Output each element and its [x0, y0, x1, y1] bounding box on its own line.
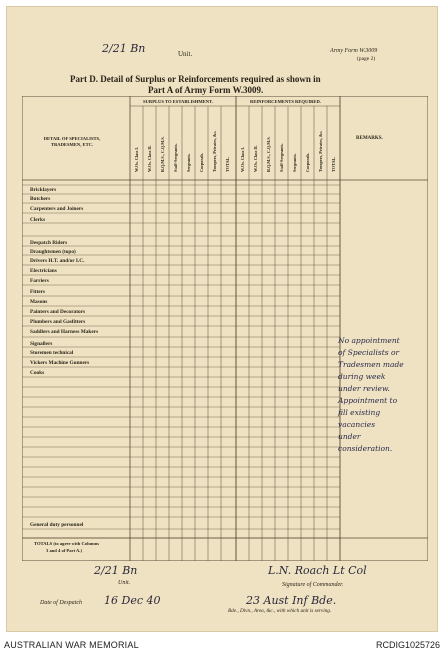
table-row-label: Cooks [30, 370, 45, 376]
remarks-handwritten-line: under [338, 432, 361, 441]
commander-signature: L.N. Roach Lt Col [268, 564, 367, 577]
unit-label: Unit. [178, 50, 193, 58]
form-title-line1: Part D. Detail of Surplus or Reinforcements required as shown in [70, 74, 321, 84]
table-row-label: Farriers [30, 278, 49, 284]
remarks-handwritten-line: during week [338, 372, 386, 381]
table-row-label: Bricklayers [30, 187, 57, 193]
archive-credit: AUSTRALIAN WAR MEMORIAL [4, 640, 139, 650]
archive-id: RCDIG1025726 [375, 640, 440, 650]
remarks-handwritten-line: fill existing [338, 408, 381, 417]
remarks-handwritten-line: No appointment [338, 336, 400, 345]
surplus-column-header: Corporals. [199, 152, 204, 172]
table-row-label: Butchers [30, 196, 51, 202]
table-row-label: General duty personnel [30, 522, 84, 528]
reinforcement-column-header: TOTAL. [331, 156, 336, 172]
table-row-label: Carpenters and Joiners [30, 206, 84, 212]
surplus-column-header: W.Os. Class I. [134, 146, 139, 172]
table-row-label: Draughtsmen (topo) [30, 249, 76, 255]
reinforcement-column-header: Staff-Sergeants. [279, 143, 284, 172]
totals-label-line2: 3 and 4 of Part A.) [46, 548, 82, 553]
remarks-handwritten-line: under review. [338, 384, 390, 393]
remarks-handwritten-line: vacancies [338, 420, 376, 429]
table-row-label: Signallers [30, 341, 53, 347]
form-title-line2: Part A of Army Form W.3009. [148, 85, 264, 95]
table-row-label: Fitters [30, 289, 45, 295]
table-row-label: Painters and Decorators [30, 309, 86, 315]
remarks-header: REMARKS. [356, 136, 383, 141]
reinforcement-column-header: W.Os. Class II. [253, 145, 258, 172]
table-row-label: Clerks [30, 217, 46, 223]
brigade-handwritten: 23 Aust Inf Bde. [246, 594, 337, 607]
table-row-label: Electricians [30, 268, 57, 274]
remarks-handwritten-line: Tradesmen made [338, 360, 404, 369]
despatch-label: Date of Despatch [40, 600, 82, 606]
despatch-date: 16 Dec 40 [104, 594, 161, 607]
brigade-label: Bde., Divn., Area, &c., with which unit is serving. [228, 608, 332, 614]
table-row-label: Masons [30, 299, 48, 305]
table-row-label: Saddlers and Harness Makers [30, 329, 99, 335]
reinforcement-column-header: Corporals. [305, 152, 310, 172]
reinforcement-column-header: Sergeants. [292, 153, 297, 172]
form-reference: Army Form W.3009 [330, 48, 378, 54]
page-reference: (page 2) [357, 56, 376, 62]
table-row-label: Plumbers and Gasfitters [30, 319, 86, 325]
surplus-column-header: Staff-Sergeants. [173, 143, 178, 172]
signature-label: Signature of Commander. [282, 582, 344, 588]
detail-column-header: DETAIL OF SPECIALISTS, TRADESMEN, ETC. [43, 136, 101, 147]
remarks-handwritten-line: Appointment to [338, 396, 398, 405]
surplus-column-header: Sergeants. [186, 153, 191, 172]
reinforcements-header: REINFORCEMENTS REQUIRED. [250, 99, 321, 104]
table-row-label: Despatch Riders [30, 240, 68, 246]
remarks-handwritten-line: consideration. [338, 444, 393, 453]
table-row-label: Drivers H.T. and/or I.C. [30, 258, 85, 264]
table-row-label: Storemen technical [30, 350, 74, 356]
surplus-header: SURPLUS TO ESTABLISHMENT. [143, 99, 213, 104]
totals-label-line1: TOTALS (to agree with Columns [34, 541, 100, 546]
surplus-column-header: W.Os. Class II. [147, 145, 152, 172]
footer-unit-handwritten: 2/21 Bn [94, 564, 138, 577]
footer-unit-label: Unit. [118, 580, 131, 586]
remarks-handwritten-line: of Specialists or [338, 348, 400, 357]
reinforcement-column-header: Troopers, Privates, &c. [318, 130, 323, 172]
surplus-column-header: Troopers, Privates, &c. [212, 130, 217, 172]
reinforcement-column-header: R.Q.M.S., C.Q.M.S. [266, 136, 271, 172]
reinforcement-column-header: W.Os. Class I. [240, 146, 245, 172]
archive-credit-bar [0, 634, 444, 654]
table-row-label: Vickers Machine Gunners [30, 360, 90, 366]
unit-handwritten: 2/21 Bn [102, 42, 146, 55]
surplus-column-header: R.Q.M.S., C.Q.M.S. [160, 136, 165, 172]
surplus-column-header: TOTAL. [225, 156, 230, 172]
